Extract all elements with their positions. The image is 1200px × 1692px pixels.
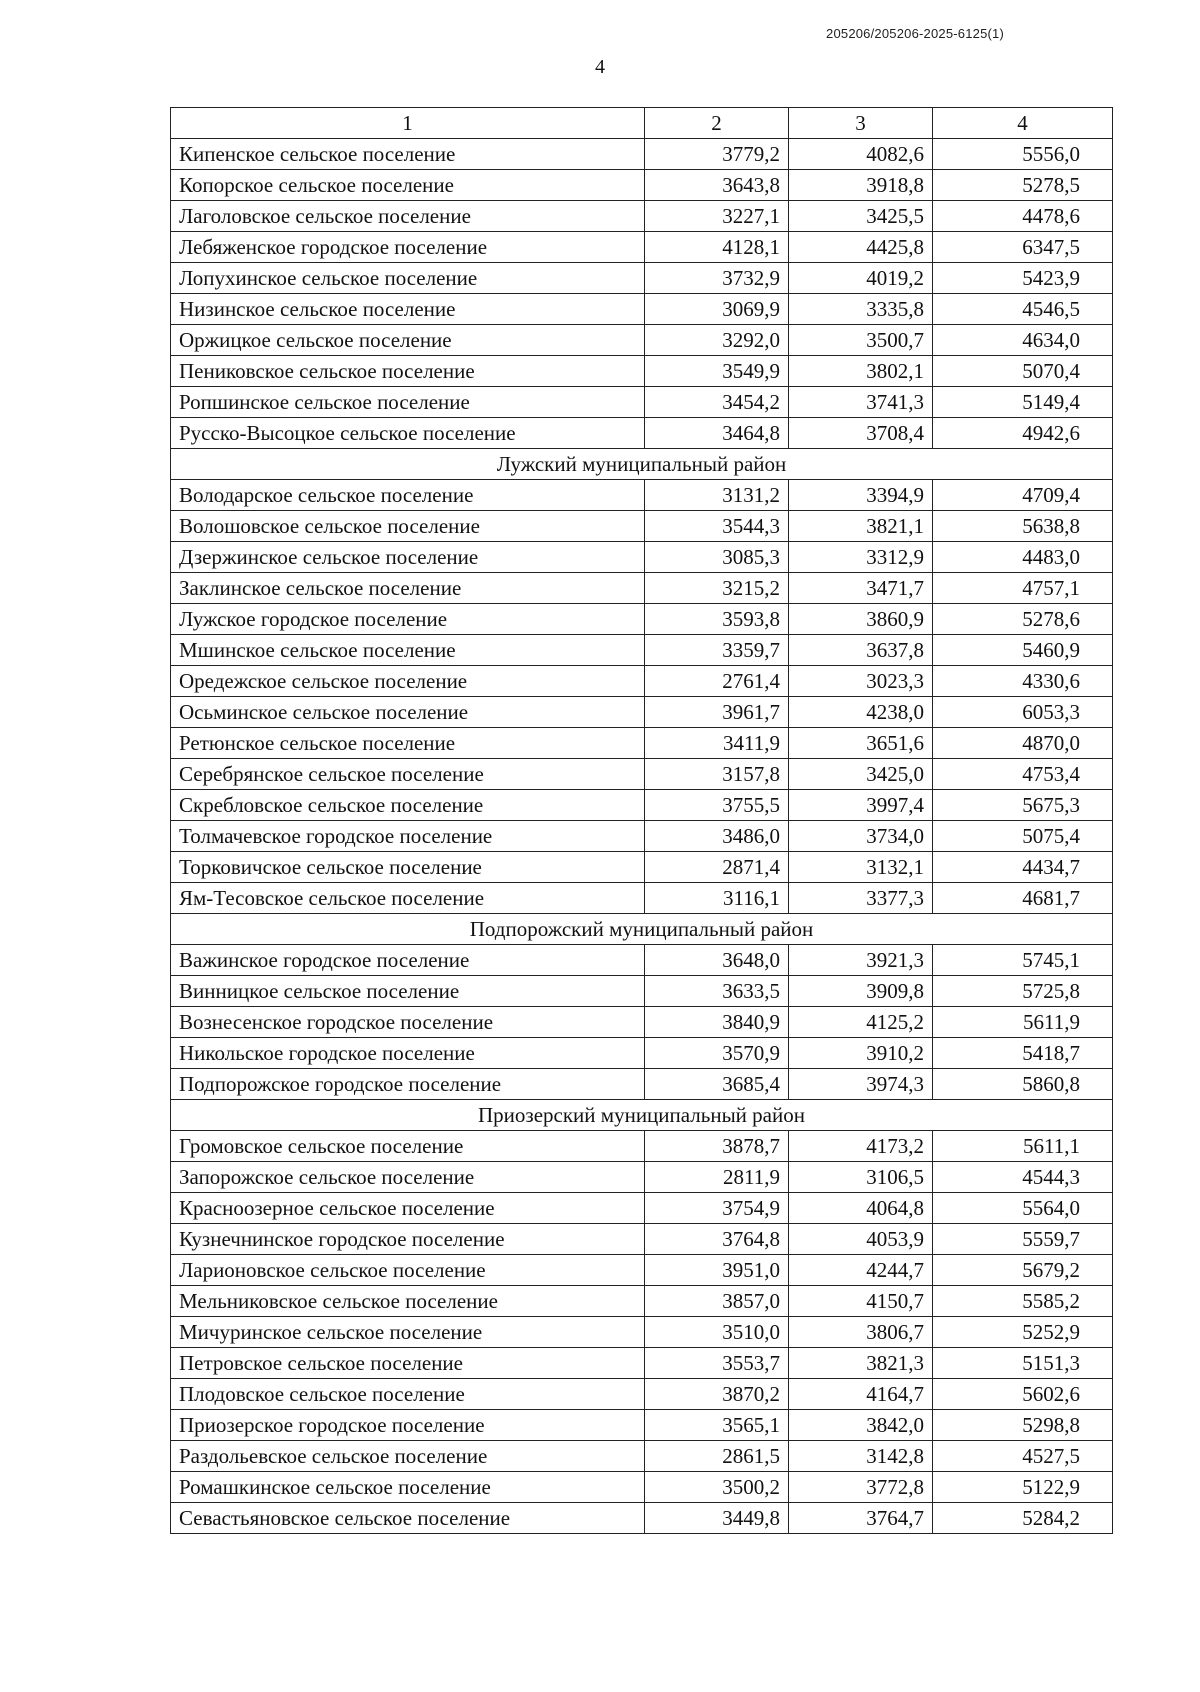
settlement-name-cell: Приозерское городское поселение bbox=[171, 1410, 645, 1441]
value-cell-col3: 3500,7 bbox=[789, 325, 933, 356]
settlement-name-cell: Заклинское сельское поселение bbox=[171, 573, 645, 604]
table-header-row bbox=[171, 108, 1113, 139]
section-header-row bbox=[171, 449, 1113, 480]
value-cell-col4: 4757,1 bbox=[933, 573, 1113, 604]
value-cell-col3: 4053,9 bbox=[789, 1224, 933, 1255]
value-cell-col3: 4150,7 bbox=[789, 1286, 933, 1317]
value-cell-col4: 4546,5 bbox=[933, 294, 1113, 325]
settlement-name-cell: Оржицкое сельское поселение bbox=[171, 325, 645, 356]
value-cell-col3: 4064,8 bbox=[789, 1193, 933, 1224]
value-cell-col4: 5564,0 bbox=[933, 1193, 1113, 1224]
value-cell-col3: 3909,8 bbox=[789, 976, 933, 1007]
table-row bbox=[171, 1069, 1113, 1100]
table-row bbox=[171, 294, 1113, 325]
value-cell-col3: 4238,0 bbox=[789, 697, 933, 728]
table-row bbox=[171, 759, 1113, 790]
settlement-name-cell: Русско-Высоцкое сельское поселение bbox=[171, 418, 645, 449]
value-cell-col4: 6347,5 bbox=[933, 232, 1113, 263]
settlement-name-cell: Низинское сельское поселение bbox=[171, 294, 645, 325]
settlement-name-cell: Плодовское сельское поселение bbox=[171, 1379, 645, 1410]
value-cell-col4: 5151,3 bbox=[933, 1348, 1113, 1379]
value-cell-col2: 3454,2 bbox=[645, 387, 789, 418]
table-row bbox=[171, 1441, 1113, 1472]
value-cell-col4: 4753,4 bbox=[933, 759, 1113, 790]
value-cell-col3: 4019,2 bbox=[789, 263, 933, 294]
value-cell-col2: 3961,7 bbox=[645, 697, 789, 728]
value-cell-col4: 4544,3 bbox=[933, 1162, 1113, 1193]
column-header-3: 3 bbox=[789, 108, 933, 139]
settlement-name-cell: Ромашкинское сельское поселение bbox=[171, 1472, 645, 1503]
value-cell-col2: 3779,2 bbox=[645, 139, 789, 170]
value-cell-col4: 5075,4 bbox=[933, 821, 1113, 852]
value-cell-col2: 3643,8 bbox=[645, 170, 789, 201]
value-cell-col3: 3860,9 bbox=[789, 604, 933, 635]
value-cell-col4: 5298,8 bbox=[933, 1410, 1113, 1441]
value-cell-col2: 3878,7 bbox=[645, 1131, 789, 1162]
value-cell-col3: 3842,0 bbox=[789, 1410, 933, 1441]
value-cell-col2: 3131,2 bbox=[645, 480, 789, 511]
value-cell-col4: 5638,8 bbox=[933, 511, 1113, 542]
value-cell-col3: 4244,7 bbox=[789, 1255, 933, 1286]
table-row bbox=[171, 1472, 1113, 1503]
settlement-name-cell: Осьминское сельское поселение bbox=[171, 697, 645, 728]
settlement-name-cell: Кипенское сельское поселение bbox=[171, 139, 645, 170]
table-row bbox=[171, 1224, 1113, 1255]
value-cell-col4: 5559,7 bbox=[933, 1224, 1113, 1255]
table-row bbox=[171, 883, 1113, 914]
settlement-name-cell: Пениковское сельское поселение bbox=[171, 356, 645, 387]
value-cell-col3: 3821,3 bbox=[789, 1348, 933, 1379]
settlement-name-cell: Красноозерное сельское поселение bbox=[171, 1193, 645, 1224]
settlement-name-cell: Оредежское сельское поселение bbox=[171, 666, 645, 697]
value-cell-col4: 5602,6 bbox=[933, 1379, 1113, 1410]
value-cell-col2: 3157,8 bbox=[645, 759, 789, 790]
value-cell-col4: 6053,3 bbox=[933, 697, 1113, 728]
value-cell-col2: 3359,7 bbox=[645, 635, 789, 666]
settlement-name-cell: Ям-Тесовское сельское поселение bbox=[171, 883, 645, 914]
value-cell-col3: 3394,9 bbox=[789, 480, 933, 511]
value-cell-col3: 3708,4 bbox=[789, 418, 933, 449]
value-cell-col4: 5070,4 bbox=[933, 356, 1113, 387]
value-cell-col4: 5725,8 bbox=[933, 976, 1113, 1007]
table-row bbox=[171, 542, 1113, 573]
value-cell-col4: 5611,9 bbox=[933, 1007, 1113, 1038]
table-body bbox=[171, 139, 1113, 1534]
settlement-name-cell: Копорское сельское поселение bbox=[171, 170, 645, 201]
value-cell-col2: 3553,7 bbox=[645, 1348, 789, 1379]
value-cell-col4: 5423,9 bbox=[933, 263, 1113, 294]
settlement-name-cell: Торковичское сельское поселение bbox=[171, 852, 645, 883]
table-row bbox=[171, 1317, 1113, 1348]
value-cell-col2: 3593,8 bbox=[645, 604, 789, 635]
value-cell-col2: 3486,0 bbox=[645, 821, 789, 852]
value-cell-col2: 3411,9 bbox=[645, 728, 789, 759]
value-cell-col2: 3500,2 bbox=[645, 1472, 789, 1503]
value-cell-col2: 3570,9 bbox=[645, 1038, 789, 1069]
table-row bbox=[171, 635, 1113, 666]
settlement-name-cell: Володарское сельское поселение bbox=[171, 480, 645, 511]
table-row bbox=[171, 1038, 1113, 1069]
value-cell-col2: 3116,1 bbox=[645, 883, 789, 914]
table-row bbox=[171, 1348, 1113, 1379]
value-cell-col3: 3802,1 bbox=[789, 356, 933, 387]
value-cell-col2: 3215,2 bbox=[645, 573, 789, 604]
value-cell-col4: 5611,1 bbox=[933, 1131, 1113, 1162]
value-cell-col2: 3449,8 bbox=[645, 1503, 789, 1534]
value-cell-col3: 3312,9 bbox=[789, 542, 933, 573]
value-cell-col3: 3377,3 bbox=[789, 883, 933, 914]
value-cell-col3: 3764,7 bbox=[789, 1503, 933, 1534]
value-cell-col4: 5675,3 bbox=[933, 790, 1113, 821]
settlement-name-cell: Лебяженское городское поселение bbox=[171, 232, 645, 263]
table-row bbox=[171, 1379, 1113, 1410]
value-cell-col3: 3772,8 bbox=[789, 1472, 933, 1503]
value-cell-col4: 4681,7 bbox=[933, 883, 1113, 914]
value-cell-col4: 5149,4 bbox=[933, 387, 1113, 418]
value-cell-col3: 3821,1 bbox=[789, 511, 933, 542]
settlement-name-cell: Петровское сельское поселение bbox=[171, 1348, 645, 1379]
settlement-name-cell: Запорожское сельское поселение bbox=[171, 1162, 645, 1193]
value-cell-col3: 3741,3 bbox=[789, 387, 933, 418]
value-cell-col3: 3425,0 bbox=[789, 759, 933, 790]
value-cell-col2: 3870,2 bbox=[645, 1379, 789, 1410]
column-header-2: 2 bbox=[645, 108, 789, 139]
value-cell-col3: 3132,1 bbox=[789, 852, 933, 883]
value-cell-col4: 4709,4 bbox=[933, 480, 1113, 511]
value-cell-col4: 4483,0 bbox=[933, 542, 1113, 573]
value-cell-col4: 5556,0 bbox=[933, 139, 1113, 170]
value-cell-col3: 4082,6 bbox=[789, 139, 933, 170]
table-row bbox=[171, 1255, 1113, 1286]
table-row bbox=[171, 976, 1113, 1007]
table-row bbox=[171, 697, 1113, 728]
value-cell-col2: 3755,5 bbox=[645, 790, 789, 821]
settlement-name-cell: Важинское городское поселение bbox=[171, 945, 645, 976]
table-row bbox=[171, 356, 1113, 387]
value-cell-col2: 3544,3 bbox=[645, 511, 789, 542]
settlement-name-cell: Лужское городское поселение bbox=[171, 604, 645, 635]
section-title: Приозерский муниципальный район bbox=[171, 1100, 1113, 1131]
value-cell-col3: 3918,8 bbox=[789, 170, 933, 201]
value-cell-col3: 3471,7 bbox=[789, 573, 933, 604]
value-cell-col2: 3648,0 bbox=[645, 945, 789, 976]
table-row bbox=[171, 1007, 1113, 1038]
value-cell-col4: 5745,1 bbox=[933, 945, 1113, 976]
value-cell-col4: 5252,9 bbox=[933, 1317, 1113, 1348]
settlement-name-cell: Толмачевское городское поселение bbox=[171, 821, 645, 852]
table-row bbox=[171, 480, 1113, 511]
table-row bbox=[171, 263, 1113, 294]
table-row bbox=[171, 1193, 1113, 1224]
section-header-row bbox=[171, 914, 1113, 945]
table-row bbox=[171, 232, 1113, 263]
settlement-name-cell: Винницкое сельское поселение bbox=[171, 976, 645, 1007]
table-row bbox=[171, 387, 1113, 418]
value-cell-col2: 4128,1 bbox=[645, 232, 789, 263]
value-cell-col2: 3464,8 bbox=[645, 418, 789, 449]
value-cell-col4: 5860,8 bbox=[933, 1069, 1113, 1100]
value-cell-col2: 3633,5 bbox=[645, 976, 789, 1007]
table-row bbox=[171, 418, 1113, 449]
settlement-name-cell: Севастьяновское сельское поселение bbox=[171, 1503, 645, 1534]
value-cell-col2: 3754,9 bbox=[645, 1193, 789, 1224]
value-cell-col2: 3227,1 bbox=[645, 201, 789, 232]
value-cell-col4: 5278,5 bbox=[933, 170, 1113, 201]
value-cell-col4: 4942,6 bbox=[933, 418, 1113, 449]
value-cell-col4: 5585,2 bbox=[933, 1286, 1113, 1317]
value-cell-col2: 3565,1 bbox=[645, 1410, 789, 1441]
value-cell-col4: 5278,6 bbox=[933, 604, 1113, 635]
value-cell-col2: 3292,0 bbox=[645, 325, 789, 356]
value-cell-col2: 3857,0 bbox=[645, 1286, 789, 1317]
settlement-name-cell: Мичуринское сельское поселение bbox=[171, 1317, 645, 1348]
table-row bbox=[171, 511, 1113, 542]
value-cell-col4: 5460,9 bbox=[933, 635, 1113, 666]
value-cell-col2: 3951,0 bbox=[645, 1255, 789, 1286]
settlement-name-cell: Лопухинское сельское поселение bbox=[171, 263, 645, 294]
value-cell-col2: 3510,0 bbox=[645, 1317, 789, 1348]
settlement-name-cell: Мшинское сельское поселение bbox=[171, 635, 645, 666]
settlement-name-cell: Вознесенское городское поселение bbox=[171, 1007, 645, 1038]
settlement-name-cell: Мельниковское сельское поселение bbox=[171, 1286, 645, 1317]
value-cell-col3: 3974,3 bbox=[789, 1069, 933, 1100]
settlement-name-cell: Дзержинское сельское поселение bbox=[171, 542, 645, 573]
value-cell-col4: 4634,0 bbox=[933, 325, 1113, 356]
settlement-name-cell: Лаголовское сельское поселение bbox=[171, 201, 645, 232]
value-cell-col3: 3997,4 bbox=[789, 790, 933, 821]
value-cell-col3: 3142,8 bbox=[789, 1441, 933, 1472]
value-cell-col3: 3651,6 bbox=[789, 728, 933, 759]
column-header-1: 1 bbox=[171, 108, 645, 139]
value-cell-col4: 5122,9 bbox=[933, 1472, 1113, 1503]
value-cell-col3: 3921,3 bbox=[789, 945, 933, 976]
section-title: Лужский муниципальный район bbox=[171, 449, 1113, 480]
value-cell-col3: 3910,2 bbox=[789, 1038, 933, 1069]
value-cell-col3: 4173,2 bbox=[789, 1131, 933, 1162]
table-row bbox=[171, 1286, 1113, 1317]
settlement-name-cell: Подпорожское городское поселение bbox=[171, 1069, 645, 1100]
settlement-name-cell: Ретюнское сельское поселение bbox=[171, 728, 645, 759]
settlement-name-cell: Ропшинское сельское поселение bbox=[171, 387, 645, 418]
value-cell-col3: 4125,2 bbox=[789, 1007, 933, 1038]
table-row bbox=[171, 1410, 1113, 1441]
table-row bbox=[171, 790, 1113, 821]
table-row bbox=[171, 325, 1113, 356]
table-row bbox=[171, 1162, 1113, 1193]
column-header-4: 4 bbox=[933, 108, 1113, 139]
value-cell-col3: 3425,5 bbox=[789, 201, 933, 232]
value-cell-col2: 3840,9 bbox=[645, 1007, 789, 1038]
value-cell-col3: 3335,8 bbox=[789, 294, 933, 325]
document-id: 205206/205206-2025-6125(1) bbox=[826, 26, 1004, 41]
table-row bbox=[171, 945, 1113, 976]
value-cell-col3: 3637,8 bbox=[789, 635, 933, 666]
settlement-name-cell: Волошовское сельское поселение bbox=[171, 511, 645, 542]
value-cell-col2: 2871,4 bbox=[645, 852, 789, 883]
table-row bbox=[171, 1503, 1113, 1534]
value-cell-col4: 4870,0 bbox=[933, 728, 1113, 759]
settlement-name-cell: Громовское сельское поселение bbox=[171, 1131, 645, 1162]
table-row bbox=[171, 666, 1113, 697]
section-title: Подпорожский муниципальный район bbox=[171, 914, 1113, 945]
value-cell-col2: 2861,5 bbox=[645, 1441, 789, 1472]
value-cell-col2: 2811,9 bbox=[645, 1162, 789, 1193]
value-cell-col4: 5418,7 bbox=[933, 1038, 1113, 1069]
table-row bbox=[171, 201, 1113, 232]
value-cell-col4: 4478,6 bbox=[933, 201, 1113, 232]
settlement-name-cell: Кузнечнинское городское поселение bbox=[171, 1224, 645, 1255]
value-cell-col2: 2761,4 bbox=[645, 666, 789, 697]
value-cell-col3: 4164,7 bbox=[789, 1379, 933, 1410]
settlement-name-cell: Никольское городское поселение bbox=[171, 1038, 645, 1069]
value-cell-col4: 5284,2 bbox=[933, 1503, 1113, 1534]
table-row bbox=[171, 821, 1113, 852]
value-cell-col4: 4527,5 bbox=[933, 1441, 1113, 1472]
value-cell-col3: 4425,8 bbox=[789, 232, 933, 263]
value-cell-col2: 3732,9 bbox=[645, 263, 789, 294]
value-cell-col3: 3106,5 bbox=[789, 1162, 933, 1193]
value-cell-col3: 3023,3 bbox=[789, 666, 933, 697]
table-row bbox=[171, 1131, 1113, 1162]
table-row bbox=[171, 852, 1113, 883]
value-cell-col3: 3806,7 bbox=[789, 1317, 933, 1348]
table-row bbox=[171, 604, 1113, 635]
settlement-name-cell: Ларионовское сельское поселение bbox=[171, 1255, 645, 1286]
value-cell-col4: 5679,2 bbox=[933, 1255, 1113, 1286]
table-row bbox=[171, 139, 1113, 170]
table-row bbox=[171, 573, 1113, 604]
settlement-name-cell: Скребловское сельское поселение bbox=[171, 790, 645, 821]
value-cell-col2: 3069,9 bbox=[645, 294, 789, 325]
table-row bbox=[171, 170, 1113, 201]
table-row bbox=[171, 728, 1113, 759]
value-cell-col2: 3549,9 bbox=[645, 356, 789, 387]
value-cell-col3: 3734,0 bbox=[789, 821, 933, 852]
value-cell-col2: 3764,8 bbox=[645, 1224, 789, 1255]
value-cell-col4: 4330,6 bbox=[933, 666, 1113, 697]
page-number: 4 bbox=[595, 56, 605, 78]
settlement-name-cell: Раздольевское сельское поселение bbox=[171, 1441, 645, 1472]
value-cell-col2: 3085,3 bbox=[645, 542, 789, 573]
section-header-row bbox=[171, 1100, 1113, 1131]
settlement-name-cell: Серебрянское сельское поселение bbox=[171, 759, 645, 790]
value-cell-col4: 4434,7 bbox=[933, 852, 1113, 883]
value-cell-col2: 3685,4 bbox=[645, 1069, 789, 1100]
data-table bbox=[170, 107, 1113, 1534]
